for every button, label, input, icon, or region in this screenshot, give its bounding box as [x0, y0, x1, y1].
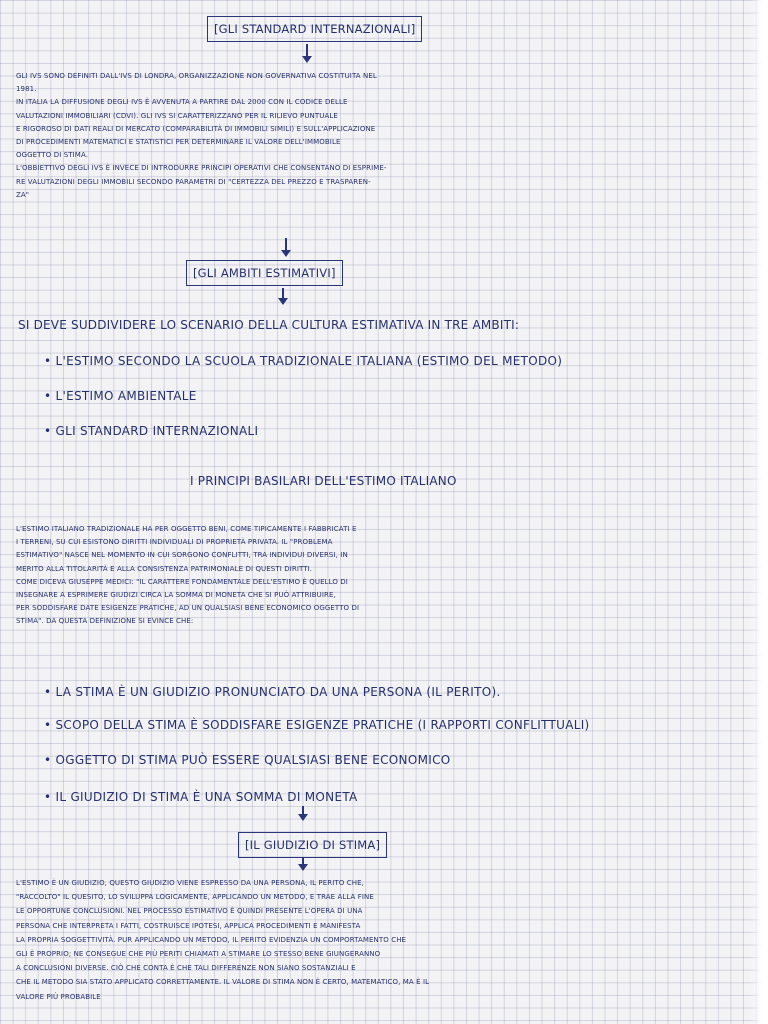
text-line: VALORE PIÙ PROBABILE — [16, 992, 101, 1001]
text-line: GLI È PROPRIO; NE CONSEGUE CHE PIÙ PERITI CHIAMATI A STIMARE LO STESSO BENE GIUNGERANNO — [16, 950, 381, 959]
text-line: L'ESTIMO ITALIANO TRADIZIONALE HA PER OGGETTO BENI, COME TIPICAMENTE I FABBRICATI E — [16, 525, 357, 533]
bullet-punto-4: • IL GIUDIZIO DI STIMA È UNA SOMMA DI MONETA — [44, 790, 358, 804]
heading-giudizio-di-stima: [IL GIUDIZIO DI STIMA] — [238, 832, 387, 858]
text-line: OGGETTO DI STIMA. — [16, 151, 89, 160]
arrow-down-icon — [302, 858, 304, 866]
text-line: STIMA". DA QUESTA DEFINIZIONE SI EVINCE CHE: — [16, 617, 194, 626]
text-line: LE OPPORTUNE CONCLUSIONI. NEL PROCESSO ESTIMATIVO È QUINDI PRESENTE L'OPERA DI UNA — [16, 907, 363, 916]
text-line: PERSONA CHE INTERPRETA I FATTI, COSTRUISCE IPOTESI, APPLICA PROCEDIMENTI E MANIFESTA — [16, 921, 361, 930]
paragraph-ambiti-intro: SI DEVE SUDDIVIDERE LO SCENARIO DELLA CULTURA ESTIMATIVA IN TRE AMBITI: — [18, 318, 520, 332]
text-line: 1981. — [16, 85, 37, 94]
bullet-text: L'ESTIMO AMBIENTALE — [55, 389, 197, 403]
text-line: I TERRENI, SU CUI ESISTONO DIRITTI INDIVIDUALI DI PROPRIETÀ PRIVATA. IL "PROBLEMA — [16, 538, 333, 547]
heading-standard-internazionali: [GLI STANDARD INTERNAZIONALI] — [207, 16, 422, 42]
text-line: CHE IL METODO SIA STATO APPLICATO CORRETTAMENTE. IL VALORE DI STIMA NON È CERTO, MATEMATICO, MA È IL — [16, 978, 430, 987]
bullet-ambito-3: • GLI STANDARD INTERNAZIONALI — [44, 424, 259, 438]
text-line: COME DICEVA GIUSEPPE MEDICI: "IL CARATTERE FONDAMENTALE DELL'ESTIMO È QUELLO DI — [16, 577, 348, 586]
bullet-text: LA STIMA È UN GIUDIZIO PRONUNCIATO DA UNA PERSONA (IL PERITO). — [55, 685, 501, 699]
bullet-punto-2: • SCOPO DELLA STIMA È SODDISFARE ESIGENZE PRATICHE (I RAPPORTI CONFLITTUALI) — [44, 718, 590, 732]
text-line: LA PROPRIA SOGGETTIVITÀ. PUR APPLICANDO UN METODO, IL PERITO EVIDENZIA UN COMPORTAMENTO CHE — [16, 935, 407, 944]
arrow-down-icon — [306, 44, 308, 58]
paragraph-ivs — [16, 70, 748, 242]
bullet-ambito-1: • L'ESTIMO SECONDO LA SCUOLA TRADIZIONALE ITALIANA (ESTIMO DEL METODO) — [44, 354, 563, 368]
arrow-down-icon — [302, 806, 304, 816]
bullet-ambito-2: • L'ESTIMO AMBIENTALE — [44, 389, 197, 403]
text-line: VALUTAZIONI IMMOBILIARI (CDVI). GLI IVS SI CARATTERIZZANO PER IL RILIEVO PUNTUALE — [16, 111, 338, 120]
text-line: "RACCOLTO" IL QUESITO, LO SVILUPPA LOGICAMENTE, APPLICANDO UN METODO, E TRAE ALLA FINE — [16, 893, 374, 902]
bullet-punto-3: • OGGETTO DI STIMA PUÒ ESSERE QUALSIASI BENE ECONOMICO — [44, 753, 451, 767]
bullet-text: OGGETTO DI STIMA PUÒ ESSERE QUALSIASI BENE ECONOMICO — [55, 753, 451, 767]
text-line: DI PROCEDIMENTI MATEMATICI E STATISTICI PER DETERMINARE IL VALORE DELL'IMMOBILE — [16, 138, 341, 147]
paper-edge — [750, 0, 768, 1024]
text-line: INSEGNARE A ESPRIMERE GIUDIZI CIRCA LA SOMMA DI MONETA CHE SI PUÒ ATTRIBUIRE, — [16, 591, 336, 600]
text-line: MERITO ALLA TITOLARITÀ E ALLA CONSISTENZA PATRIMONIALE DI QUESTI DIRITTI. — [16, 564, 313, 573]
arrow-down-icon — [285, 238, 287, 252]
bullet-punto-1: • LA STIMA È UN GIUDIZIO PRONUNCIATO DA UNA PERSONA (IL PERITO). — [44, 685, 501, 699]
text-line: RE VALUTAZIONI DEGLI IMMOBILI SECONDO PARAMETRI DI "CERTEZZA DEL PREZZO E TRASPAREN- — [16, 177, 371, 186]
text-line: GLI IVS SONO DEFINITI DALL'IVS DI LONDRA, ORGANIZZAZIONE NON GOVERNATIVA COSTITUITA NEL — [16, 72, 377, 80]
heading-principi-basilari: I PRINCIPI BASILARI DELL'ESTIMO ITALIANO — [190, 474, 457, 488]
text-line: PER SODDISFARE DATE ESIGENZE PRATICHE, AD UN QUALSIASI BENE ECONOMICO OGGETTO DI — [16, 604, 360, 613]
text-line: IN ITALIA LA DIFFUSIONE DEGLI IVS È AVVENUTA A PARTIRE DAL 2000 CON IL CODICE DELLE — [16, 98, 348, 107]
bullet-text: IL GIUDIZIO DI STIMA È UNA SOMMA DI MONETA — [55, 790, 358, 804]
paragraph-giudizio — [16, 876, 748, 1008]
text-line: L'OBBIETTIVO DEGLI IVS È INVECE DI INTRODURRE PRINCIPI OPERATIVI CHE CONSENTANO DI ESPRIME- — [16, 164, 387, 173]
text-line: E RIGOROSO DI DATI REALI DI MERCATO (COMPARABILITÀ DI IMMOBILI SIMILI) E SULL'APPLICAZIONE — [16, 124, 376, 133]
paragraph-estimo-italiano — [16, 523, 748, 633]
arrow-down-icon — [282, 288, 284, 300]
text-line: L'ESTIMO È UN GIUDIZIO, QUESTO GIUDIZIO VIENE ESPRESSO DA UNA PERSONA, IL PERITO CHE, — [16, 879, 364, 887]
bullet-text: GLI STANDARD INTERNAZIONALI — [55, 424, 259, 438]
text-line: ESTIMATIVO" NASCE NEL MOMENTO IN CUI SORGONO CONFLITTI, TRA INDIVIDUI DIVERSI, IN — [16, 551, 348, 560]
bullet-text: L'ESTIMO SECONDO LA SCUOLA TRADIZIONALE ITALIANA (ESTIMO DEL METODO) — [55, 354, 563, 368]
text-line: A CONCLUSIONI DIVERSE. CIÒ CHE CONTA È CHE TALI DIFFERENZE NON SIANO SOSTANZIALI E — [16, 964, 356, 973]
text-line: ZA" — [16, 190, 30, 199]
bullet-text: SCOPO DELLA STIMA È SODDISFARE ESIGENZE PRATICHE (I RAPPORTI CONFLITTUALI) — [55, 718, 590, 732]
heading-ambiti-estimativi: [GLI AMBITI ESTIMATIVI] — [186, 260, 343, 286]
